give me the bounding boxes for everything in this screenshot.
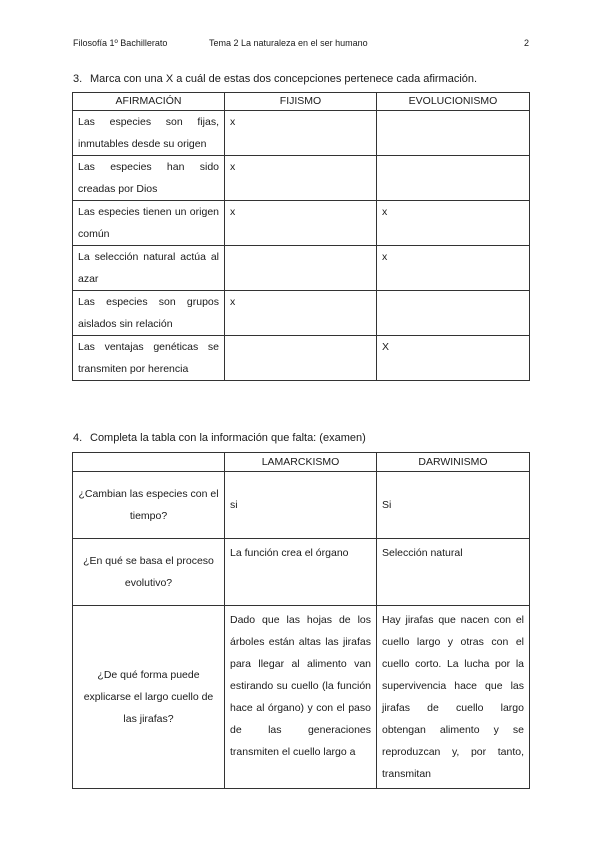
question-4-number: 4. (73, 432, 83, 444)
question-cell: ¿En qué se basa el proceso evolutivo? (73, 539, 225, 606)
afirmacion-cell: La selección natural actúa al azar (73, 246, 225, 291)
header-evolucionismo: EVOLUCIONISMO (377, 93, 530, 111)
table-row (73, 472, 530, 539)
fijismo-evolucionismo-table (72, 92, 530, 381)
question-cell: ¿Cambian las especies con el tiempo? (73, 472, 225, 539)
table-row (73, 111, 530, 156)
afirmacion-cell: Las especies son grupos aislados sin relación (73, 291, 225, 336)
question-4-title (73, 432, 366, 444)
evolucionismo-cell[interactable]: x (377, 246, 530, 291)
page-number: 2 (523, 38, 529, 48)
table-row (73, 201, 530, 246)
afirmacion-cell: Las ventajas genéticas se transmiten por herencia (73, 336, 225, 381)
table-row (73, 246, 530, 291)
fijismo-cell[interactable] (225, 246, 377, 291)
table-header-row (73, 93, 530, 111)
darwinismo-answer-cell[interactable]: Si (377, 472, 530, 539)
evolucionismo-cell[interactable] (377, 156, 530, 201)
fijismo-cell[interactable]: x (225, 291, 377, 336)
evolucionismo-cell[interactable] (377, 291, 530, 336)
fijismo-cell[interactable]: x (225, 156, 377, 201)
table-header-row (73, 453, 530, 472)
question-3-text: Marca con una X a cuál de estas dos concepciones pertenece cada afirmación. (90, 73, 478, 85)
header-subject: Filosofía 1º Bachillerato (73, 38, 168, 48)
header-lamarckismo: LAMARCKISMO (225, 453, 377, 472)
question-3-number: 3. (73, 73, 83, 85)
table-row (73, 606, 530, 789)
question-3-title (73, 73, 477, 85)
afirmacion-cell: Las especies son fijas, inmutables desde su origen (73, 111, 225, 156)
afirmacion-cell: Las especies tienen un origen común (73, 201, 225, 246)
evolucionismo-cell[interactable] (377, 111, 530, 156)
darwinismo-answer-cell[interactable]: Selección natural (377, 539, 530, 606)
evolucionismo-cell[interactable]: X (377, 336, 530, 381)
question-4-text: Completa la tabla con la información que falta: (examen) (90, 432, 366, 444)
lamarckismo-answer-cell[interactable]: si (225, 472, 377, 539)
fijismo-cell[interactable]: x (225, 111, 377, 156)
afirmacion-cell: Las especies han sido creadas por Dios (73, 156, 225, 201)
lamarckismo-answer-cell[interactable]: La función crea el órgano (225, 539, 377, 606)
table-row (73, 336, 530, 381)
header-topic: Tema 2 La naturaleza en el ser humano (209, 38, 368, 48)
darwinismo-answer-cell[interactable]: Hay jirafas que nacen con el cuello largo y otras con el cuello corto. La lucha por la supervivencia hace que las jirafas de cuello largo obtengan alimento y se reproduzcan y, por tanto, transmitan (377, 606, 530, 789)
lamarckismo-answer-cell[interactable]: Dado que las hojas de los árboles están altas las jirafas para llegar al alimento van estirando su cuello (la función hace al órgano) y con el paso de las generaciones transmiten el cuello largo a (225, 606, 377, 789)
fijismo-cell[interactable] (225, 336, 377, 381)
question-cell: ¿De qué forma puede explicarse el largo cuello de las jirafas? (73, 606, 225, 789)
lamarckismo-darwinismo-table (72, 452, 530, 789)
table-row (73, 291, 530, 336)
table-row (73, 539, 530, 606)
header-afirmacion: AFIRMACIÓN (73, 93, 225, 111)
header-darwinismo: DARWINISMO (377, 453, 530, 472)
table-row (73, 156, 530, 201)
header-fijismo: FIJISMO (225, 93, 377, 111)
fijismo-cell[interactable]: x (225, 201, 377, 246)
evolucionismo-cell[interactable]: x (377, 201, 530, 246)
header-empty (73, 453, 225, 472)
